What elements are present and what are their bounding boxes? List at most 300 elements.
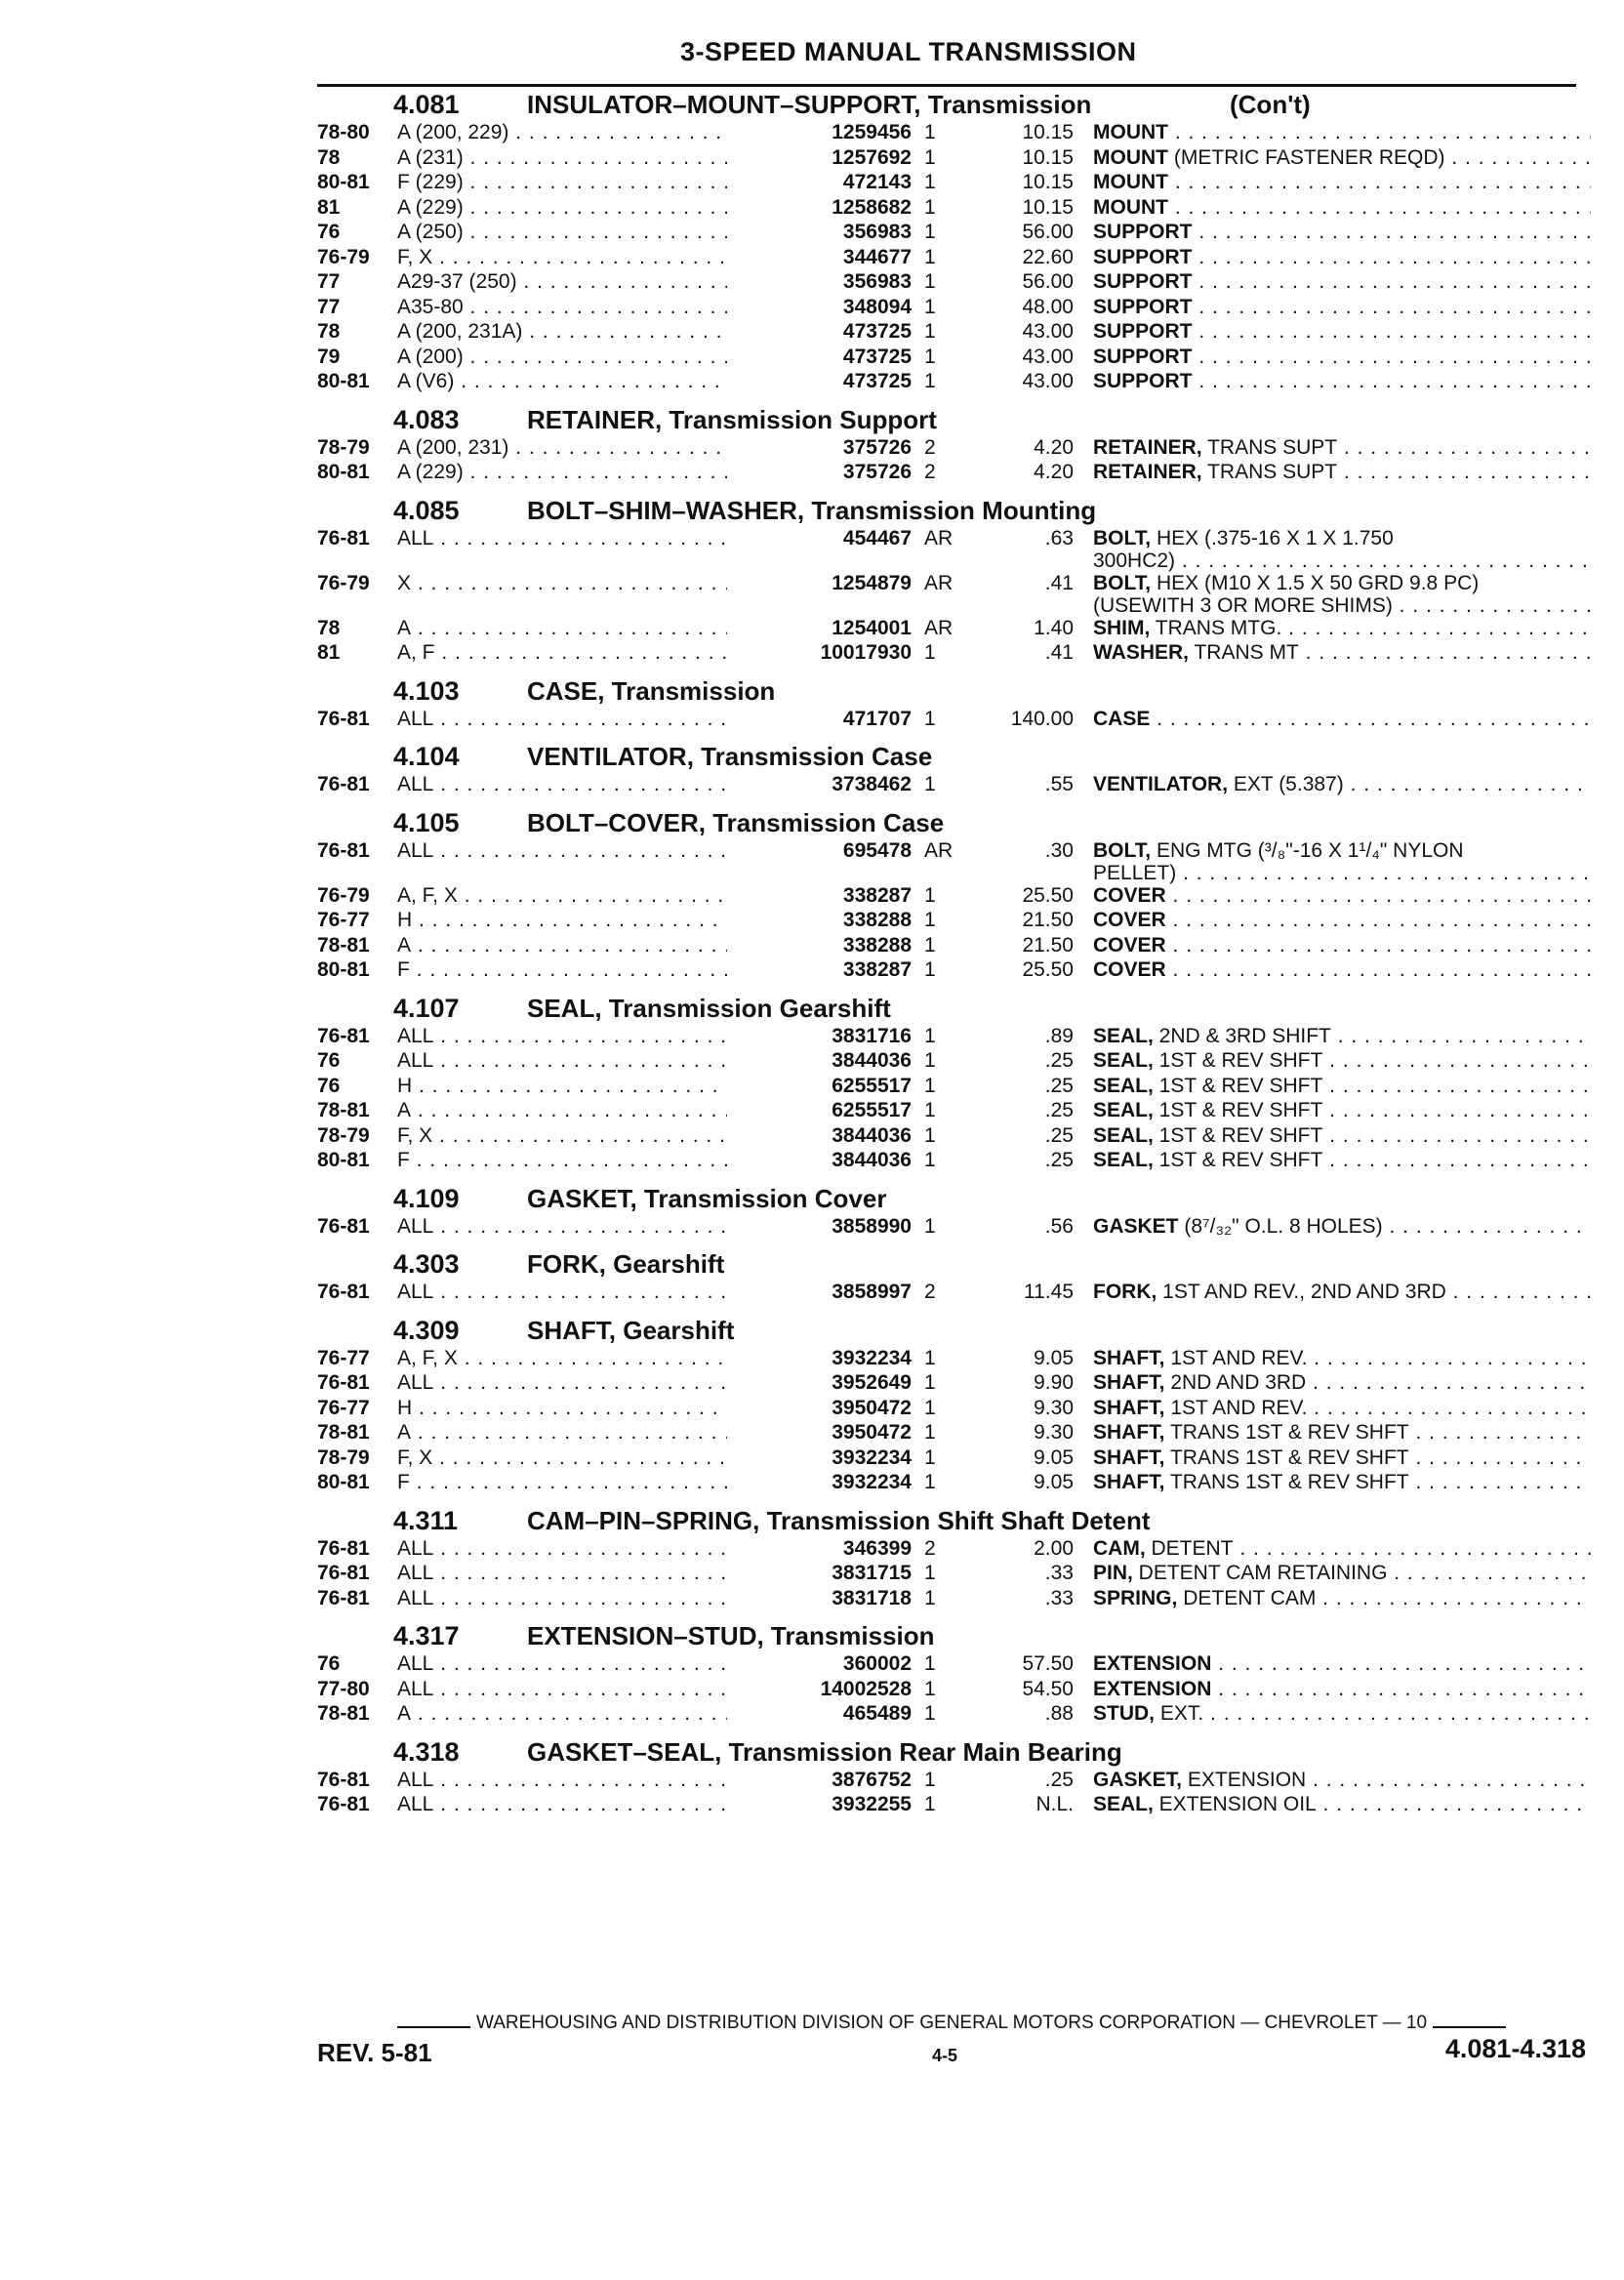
catalog-section [317,1737,1596,1828]
price: 2.00 [1034,1536,1074,1560]
quantity: 2 [924,461,936,483]
part-description-continued [1093,550,1591,573]
description-keyword: SEAL, [1093,1099,1154,1121]
quantity: 1 [924,1099,936,1121]
description-detail [1166,934,1591,957]
part-description [1093,1215,1591,1239]
price: 54.50 [1022,1677,1074,1700]
price: .30 [1044,838,1074,862]
quantity: 1 [924,1586,936,1609]
section-spacer [317,395,1596,405]
description-detail [1193,370,1591,392]
part-row [317,773,1596,798]
description-keyword: MOUNT [1093,145,1168,169]
model-year: 81 [317,195,341,219]
part-description [1093,617,1591,640]
section-heading [317,1737,1596,1769]
part-row [317,1587,1596,1612]
part-description [1093,1421,1591,1445]
model-year: 76 [317,1049,341,1072]
part-row [317,1562,1596,1587]
model-application: F, X . . . [397,1124,783,1148]
part-row [317,1049,1596,1075]
description-keyword: SEAL, [1093,1074,1154,1097]
model-year: 80-81 [317,171,370,193]
description-detail: 1ST AND REV., 2ND AND 3RD . . . [1157,1281,1591,1303]
part-number: 338288 [727,934,912,957]
description-keyword: SUPPORT [1093,320,1193,343]
part-row [317,958,1596,984]
model-year: 76-81 [317,1024,370,1047]
model-year: 78-81 [317,1099,370,1121]
part-number: 6255517 [727,1099,912,1122]
description-detail: TRANS SUPT . . . [1202,436,1591,459]
quantity: 1 [924,221,936,243]
quantity: 1 [924,909,936,931]
part-row [317,884,1596,910]
model-application: A . . . [397,934,783,957]
part-number: 375726 [727,461,912,484]
part-row [317,121,1596,146]
part-description [1093,527,1591,550]
model-application: A (250) . . . [397,221,783,244]
part-number: 1257692 [727,146,912,170]
model-year: 80-81 [317,370,370,392]
model-year: 76-81 [317,1586,370,1609]
model-year: 78-81 [317,1702,370,1725]
footer-page-number: 4-5 [932,2046,958,2065]
title-rule [317,84,1576,87]
section-heading [317,994,1596,1025]
part-number: 346399 [727,1537,912,1561]
description-keyword: RETAINER, [1093,461,1202,483]
part-description [1093,1397,1591,1420]
section-title: EXTENSION–STUD, Transmission [527,1621,935,1650]
section-title: GASKET, Transmission Cover [527,1183,887,1213]
price: N.L. [1035,1793,1074,1815]
price: 56.00 [1022,221,1074,243]
model-year: 77 [317,295,341,318]
description-detail: ENG MTG (³/₈"-16 X 1¹/₄" NYLON [1151,838,1464,862]
quantity: 1 [924,1768,936,1791]
part-number: 473725 [727,370,912,393]
price: .25 [1044,1123,1074,1147]
price: 1.40 [1034,616,1074,639]
part-row [317,1471,1596,1496]
model-application: F . . . [397,1471,783,1494]
part-number: 338287 [727,958,912,982]
quantity: 1 [924,707,936,730]
description-detail: TRANS 1ST & REV SHFT . . . [1165,1421,1592,1444]
catalog-section [317,1249,1596,1316]
part-number: 1254001 [727,617,912,640]
part-description [1093,1562,1591,1585]
section-spacer [317,732,1596,742]
price: 21.50 [1022,909,1074,931]
description-keyword: SHAFT, [1093,1421,1165,1444]
part-number: 6255517 [727,1075,912,1098]
quantity: 1 [924,1024,936,1047]
price: .89 [1044,1024,1074,1047]
quantity: 1 [924,958,936,981]
description-detail: DETENT . . . [1146,1537,1591,1560]
description-detail: 1ST & REV SHFT . . . [1154,1149,1591,1171]
description-detail: 1ST & REV SHFT . . . [1154,1049,1591,1072]
model-year: 76-79 [317,883,370,907]
quantity: 1 [924,1562,936,1584]
description-keyword: SEAL, [1093,1049,1154,1072]
description-keyword: SHAFT, [1093,1346,1165,1369]
description-detail [1166,958,1591,981]
model-application: A (231) . . . [397,146,783,170]
quantity: 1 [924,171,936,193]
model-application: A35-80 . . . [397,296,783,319]
part-number: 695478 [727,839,912,863]
section-spacer [317,1306,1596,1316]
quantity: 1 [924,1421,936,1444]
price: .63 [1044,526,1074,550]
part-row [317,1769,1596,1794]
section-spacer [317,798,1596,808]
part-number: 10017930 [727,641,912,665]
section-number: 4.103 [393,675,460,706]
price: 9.05 [1034,1346,1074,1369]
part-number: 3932255 [727,1793,912,1816]
model-application: ALL . . . [397,1652,783,1676]
part-row [317,270,1596,296]
section-heading [317,405,1596,436]
description-keyword: GASKET, [1093,1768,1183,1791]
model-year: 78-79 [317,435,370,459]
part-row [317,934,1596,959]
part-number: 473725 [727,346,912,369]
section-title: RETAINER, Transmission Support [527,404,937,434]
part-number: 3858997 [727,1281,912,1304]
model-year: 78 [317,616,341,639]
part-description [1093,1793,1591,1816]
model-year: 76-81 [317,1768,370,1791]
description-detail [1193,346,1591,368]
model-application: ALL . . . [397,1769,783,1792]
section-heading [317,496,1596,527]
section-title: INSULATOR–MOUNT–SUPPORT, Transmission [527,90,1092,119]
description-detail: DETENT CAM . . . [1177,1587,1591,1609]
section-heading [317,742,1596,773]
description-detail: HEX (M10 X 1.5 X 50 GRD 9.8 PC) [1151,571,1480,594]
section-number: 4.105 [393,807,460,837]
part-row [317,1124,1596,1150]
section-spacer [317,667,1596,676]
quantity: 2 [924,1281,936,1303]
description-detail: 1ST AND REV. . . . [1165,1397,1592,1419]
price: 9.05 [1034,1445,1074,1469]
description-detail: (METRIC FASTENER REQD) . . . [1168,146,1591,169]
model-year: 78 [317,320,341,343]
part-row [317,1149,1596,1174]
quantity: 1 [924,1123,936,1147]
model-application: A . . . [397,1702,783,1726]
part-number: 472143 [727,171,912,194]
model-application: F . . . [397,958,783,982]
section-number: 4.317 [393,1621,460,1650]
footer-division-line [317,2013,1586,2034]
part-number: 3932234 [727,1446,912,1470]
part-description [1093,461,1591,484]
part-description [1093,370,1591,393]
quantity: 1 [924,641,936,664]
quantity: 1 [924,1371,936,1394]
quantity: 1 [924,1149,936,1171]
quantity: 1 [924,1346,936,1369]
part-description-continued [1093,594,1591,618]
model-application: A . . . [397,1421,783,1445]
model-application: A (200, 231A) . . . [397,320,783,344]
description-keyword: SEAL, [1093,1149,1154,1171]
quantity: 1 [924,1793,936,1815]
quantity: 1 [924,1074,936,1097]
part-description [1093,436,1591,460]
part-row [317,1215,1596,1241]
quantity: 1 [924,1652,936,1675]
part-number: 3952649 [727,1371,912,1395]
part-number: 3932234 [727,1347,912,1370]
footer-section-range: 4.081-4.318 [1444,2034,1586,2063]
description-keyword: EXTENSION [1093,1677,1212,1700]
description-detail: TRANS MT . . . [1189,641,1591,664]
model-application: A (200) . . . [397,346,783,369]
model-year: 76-81 [317,1562,370,1584]
description-detail: PELLET) . . . [1093,862,1591,884]
description-keyword: MOUNT [1093,171,1168,193]
description-keyword: GASKET [1093,1214,1179,1238]
quantity: 1 [924,320,936,343]
model-application: ALL . . . [397,1587,783,1610]
description-detail [1193,296,1591,318]
section-heading [317,676,1596,708]
model-application: ALL . . . [397,839,783,863]
description-keyword: PIN, [1093,1562,1133,1584]
part-number: 473725 [727,320,912,344]
quantity: 2 [924,1536,936,1560]
part-description-continued [1093,862,1591,885]
quantity: 1 [924,1677,936,1700]
part-row [317,370,1596,395]
part-description [1093,121,1591,144]
catalog-section [317,1506,1596,1622]
description-keyword: SEAL, [1093,1793,1154,1815]
catalog-section [317,496,1596,676]
model-application: ALL . . . [397,1562,783,1585]
part-row [317,1652,1596,1678]
sections-container [317,90,1596,1828]
description-detail: EXTENSION . . . [1182,1769,1591,1791]
part-number: 3844036 [727,1149,912,1172]
part-number: 14002528 [727,1678,912,1701]
quantity: 1 [924,883,936,907]
part-number: 1258682 [727,196,912,220]
catalog-section [317,1184,1596,1250]
price: 9.90 [1034,1371,1074,1394]
quantity: AR [924,526,954,550]
part-description [1093,1075,1591,1098]
part-row [317,1347,1596,1372]
part-number: 1259456 [727,121,912,144]
part-row [317,1537,1596,1563]
description-keyword: EXTENSION [1093,1652,1212,1675]
part-number: 3950472 [727,1397,912,1420]
part-number: 360002 [727,1652,912,1676]
part-description [1093,1347,1591,1370]
model-year: 81 [317,641,341,664]
catalog-section [317,676,1596,743]
part-description [1093,296,1591,319]
price: .25 [1044,1768,1074,1791]
description-detail [1168,171,1591,193]
description-keyword: SEAL, [1093,1024,1154,1047]
part-row [317,1281,1596,1306]
price: 25.50 [1022,958,1074,981]
part-number: 3876752 [727,1769,912,1792]
model-application: F . . . [397,1149,783,1172]
part-description [1093,1678,1591,1701]
model-application: H . . . [397,1075,783,1098]
part-description [1093,572,1591,595]
section-number: 4.107 [393,993,460,1023]
part-number: 3950472 [727,1421,912,1445]
catalog-section [317,1621,1596,1737]
part-row [317,346,1596,371]
model-application: A . . . [397,617,783,640]
part-number: 344677 [727,246,912,269]
model-year: 76-81 [317,707,370,730]
part-row [317,641,1596,667]
footer-division: WAREHOUSING AND DISTRIBUTION DIVISION OF GENERAL MOTORS CORPORATION — CHEVROLET — 10 [475,2013,1428,2033]
description-detail: EXT (5.387) . . . [1228,773,1591,795]
model-year: 76 [317,1652,341,1675]
price: 22.60 [1022,245,1074,268]
model-application: A (200, 229) . . . [397,121,783,144]
model-application: A, F, X . . . [397,884,783,908]
part-row [317,221,1596,246]
price: 4.20 [1034,435,1074,459]
part-row [317,839,1596,884]
footer-revision: REV. 5-81 [317,2038,432,2067]
description-detail: (8⁷/₃₂" O.L. 8 HOLES) . . . [1179,1215,1591,1238]
part-row [317,171,1596,196]
model-application: ALL . . . [397,1215,783,1239]
part-description [1093,1049,1591,1073]
quantity: AR [924,838,954,862]
part-row [317,1371,1596,1397]
part-description [1093,146,1591,170]
section-number: 4.309 [393,1315,460,1345]
price: .25 [1044,1049,1074,1072]
description-keyword: BOLT, [1093,838,1152,862]
description-detail: 2ND AND 3RD . . . [1165,1371,1592,1394]
part-description [1093,196,1591,220]
quantity: 1 [924,121,936,143]
description-detail: 1ST & REV SHFT . . . [1154,1124,1591,1147]
section-title: CAM–PIN–SPRING, Transmission Shift Shaft Detent [527,1505,1151,1535]
description-detail [1168,196,1591,219]
catalog-section [317,90,1596,405]
part-number: 1254879 [727,572,912,595]
quantity: 1 [924,195,936,219]
model-application: A, F, X . . . [397,1347,783,1370]
quantity: 1 [924,245,936,268]
catalog-section [317,405,1596,496]
description-detail: TRANS 1ST & REV SHFT . . . [1165,1471,1592,1493]
description-keyword: RETAINER, [1093,435,1202,459]
section-heading [317,1184,1596,1215]
quantity: 1 [924,1396,936,1419]
model-year: 76-81 [317,1214,370,1238]
description-keyword: STUD, [1093,1702,1155,1725]
description-detail: DETENT CAM RETAINING . . . [1133,1562,1591,1584]
quantity: 1 [924,1049,936,1072]
part-row [317,1702,1596,1728]
catalog-section [317,1316,1596,1506]
model-application: A (229) . . . [397,196,783,220]
price: 11.45 [1024,1281,1074,1303]
description-keyword: COVER [1093,933,1166,957]
price: 10.15 [1022,145,1074,169]
part-description [1093,270,1591,294]
model-application: ALL . . . [397,1371,783,1395]
model-year: 77-80 [317,1677,370,1700]
price: 140.00 [1010,707,1074,730]
description-detail: 1ST AND REV. . . . [1165,1347,1592,1369]
price: .33 [1044,1562,1074,1584]
description-keyword: SPRING, [1093,1586,1178,1609]
part-description [1093,1371,1591,1395]
part-description [1093,958,1591,982]
price: 43.00 [1022,370,1074,392]
model-year: 78-81 [317,933,370,957]
description-detail [1193,246,1591,268]
part-row [317,196,1596,222]
part-row [317,1075,1596,1100]
section-heading [317,1506,1596,1537]
description-keyword: SHAFT, [1093,1445,1165,1469]
part-description [1093,1124,1591,1148]
description-detail [1211,1652,1591,1675]
model-application: H . . . [397,909,783,932]
quantity: 1 [924,933,936,957]
quantity: AR [924,571,954,594]
price: 4.20 [1034,461,1074,483]
model-application: ALL . . . [397,1281,783,1304]
description-keyword: COVER [1093,883,1166,907]
part-number: 454467 [727,527,912,550]
description-detail: EXTENSION OIL . . . [1154,1793,1591,1815]
price: .25 [1044,1099,1074,1121]
model-application: A . . . [397,1099,783,1122]
part-row [317,1446,1596,1472]
part-row [317,1421,1596,1446]
model-year: 76-81 [317,838,370,862]
part-number: 3831715 [727,1562,912,1585]
section-title: SEAL, Transmission Gearshift [527,993,891,1023]
price: 9.05 [1034,1471,1074,1493]
model-application: H . . . [397,1397,783,1420]
model-application: F (229) . . . [397,171,783,194]
description-detail [1193,221,1591,243]
section-spacer [317,1611,1596,1621]
part-number: 3858990 [727,1215,912,1239]
description-detail: TRANS 1ST & REV SHFT . . . [1165,1446,1592,1469]
description-detail [1166,909,1591,931]
